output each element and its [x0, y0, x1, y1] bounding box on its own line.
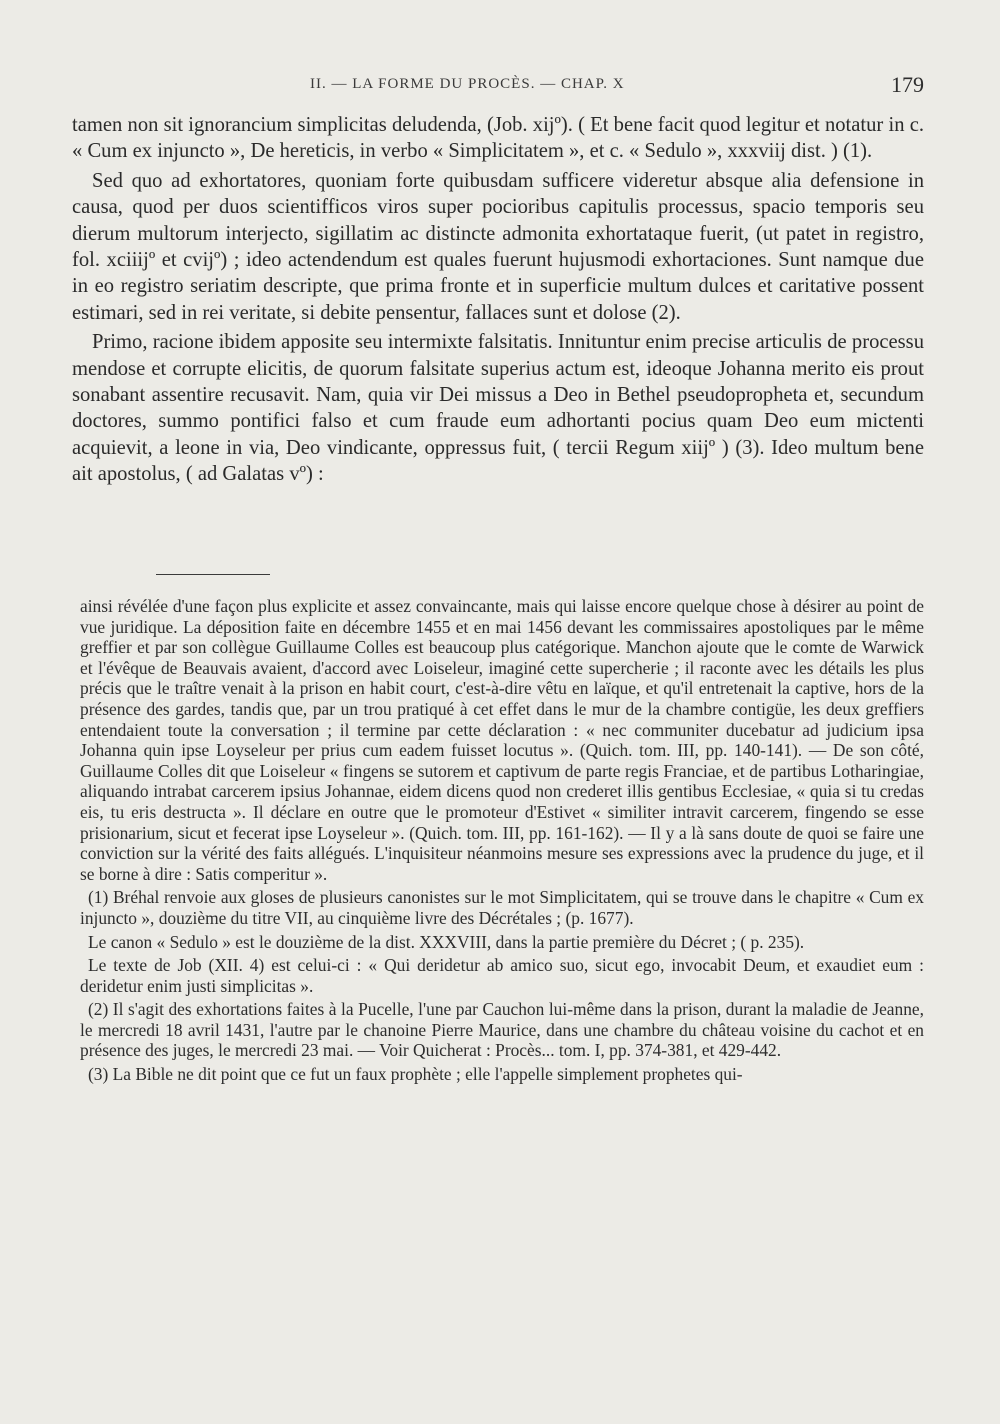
- page-number: 179: [891, 72, 924, 97]
- footnote-1-job: Le texte de Job (XII. 4) est celui-ci : « Qui deridetur ab amico suo, sicut ego, invocabit Deum, et exaudiet eum : deridetur enim justi simplicitas ».: [80, 955, 924, 996]
- footnote-1: (1) Bréhal renvoie aux gloses de plusieurs canonistes sur le mot Simplicitatem, qui se trouve dans le chapitre « Cum ex injuncto », douzième du titre VII, au cinquième livre des Décrétales ; (p. 1677).: [80, 887, 924, 928]
- footnote-continuation: ainsi révélée d'une façon plus explicite et assez convaincante, mais qui laisse encore quelque chose à désirer au point de vue juridique. La déposition faite en décembre 1455 et en mai 1456 devant les commissaires apostoliques par le même greffier et par son collègue Guillaume Colles est beaucoup plus catégorique. Manchon ajoute que le comte de Warwick et l'évêque de Beauvais avaient, d'accord avec Loiseleur, imaginé cette supercherie ; il raconte avec les détails les plus précis que le traître venait à la prison en habit court, c'est-à-dire vêtu en laïque, et qu'il entretenait la captive, hors de la présence des gardes, tandis que, par un trou pratiqué à cet effet dans le mur de la chambre contigüe, les deux greffiers entendaient toute la conversation ; il termine par cette déclaration : « nec communiter ducebatur ad judicium ipsa Johanna quin ipse Loyseleur per prius cum eadem fuisset locutus ». (Quich. tom. III, pp. 140-141). — De son côté, Guillaume Colles dit que Loiseleur « fingens se sutorem et captivum de parte regis Franciae, et de partibus Lotharingiae, aliquando intrabat carcerem ipsius Johannae, eidem dicens quod non crederet illis gentibus Ecclesiae, « quia si tu credas eis, tu eris destructa ». Il déclare en outre que le promoteur d'Estivet « similiter intravit carcerem, fingendo se esse prisionarium, sicut et fecerat ipse Loyseleur ». (Quich. tom. III, pp. 161-162). — Il y a là sans doute de quoi se faire une conviction sur la vérité des faits allégués. L'inquisiteur néanmoins mesure ses expressions avec la prudence du juge, et il se borne à dire : Satis comperitur ».: [80, 596, 924, 884]
- footnote-3: (3) La Bible ne dit point que ce fut un faux prophète ; elle l'appelle simplement prophetes qui-: [88, 1064, 743, 1085]
- footnote-1-canon: Le canon « Sedulo » est le douzième de la dist. XXXVIII, dans la partie première du Décret ; ( p. 235).: [88, 931, 805, 952]
- paragraph-1: tamen non sit ignorancium simplicitas deludenda, (Job. xijº). ( Et bene facit quod legitur et notatur in c. « Cum ex injuncto », De hereticis, in verbo « Simplicitatem », et c. « Sedulo », xxxviij dist. ) (1).: [72, 114, 924, 163]
- footnote-2: (2) Il s'agit des exhortations faites à la Pucelle, l'une par Cauchon lui-même dans la prison, durant la maladie de Jeanne, le mercredi 18 avril 1431, l'autre par le chanoine Pierre Maurice, dans une chambre du château voisine du cachot et en présence des juges, le mercredi 23 mai. — Voir Quicherat : Procès... tom. I, pp. 374-381, et 429-442.: [80, 999, 924, 1061]
- paragraph-3: Primo, racione ibidem apposite seu intermixte falsitatis. Innituntur enim precise articulis de processu mendose et corrupte elicitis, de quorum falsitate superius actum est, ideoque Johanna merito eis prout sonabant assentire recusavit. Nam, quia vir Dei missus a Deo in Bethel pseudopropheta et, secundum doctores, summo pontifici falso et cum fraude eum adhortanti pocius quam Deo eum mictenti acquievit, a leone in via, Deo vindicante, oppressus fuit, ( tercii Regum xiijº ) (3). Ideo multum bene ait apostolus, ( ad Galatas vº) :: [72, 331, 924, 486]
- paragraph-2: Sed quo ad exhortatores, quoniam forte quibusdam sufficere videretur absque alia defensione in causa, quod per duos scientifficos viros super pocioribus capitulis processus, spacio temporis seu dierum multorum interjecto, sigillatim ac distincte admonita exhortataque fuerit, (ut patet in registro, fol. xciiijº et cvijº) ; ideo actendendum est quales fuerunt hujusmodi exhortaciones. Sunt namque due in eo registro seriatim descripte, que prima fronte et in superficie multum dulces et caritative possent estimari, sed in rei veritate, si debite pensentur, fallaces sunt et dolose (2).: [72, 169, 924, 324]
- running-head: [72, 72, 924, 102]
- main-text: [72, 112, 924, 488]
- footnote-separator: [156, 574, 270, 575]
- footnotes: [80, 596, 924, 1085]
- running-title: II. — LA FORME DU PROCÈS. — CHAP. X: [310, 76, 625, 92]
